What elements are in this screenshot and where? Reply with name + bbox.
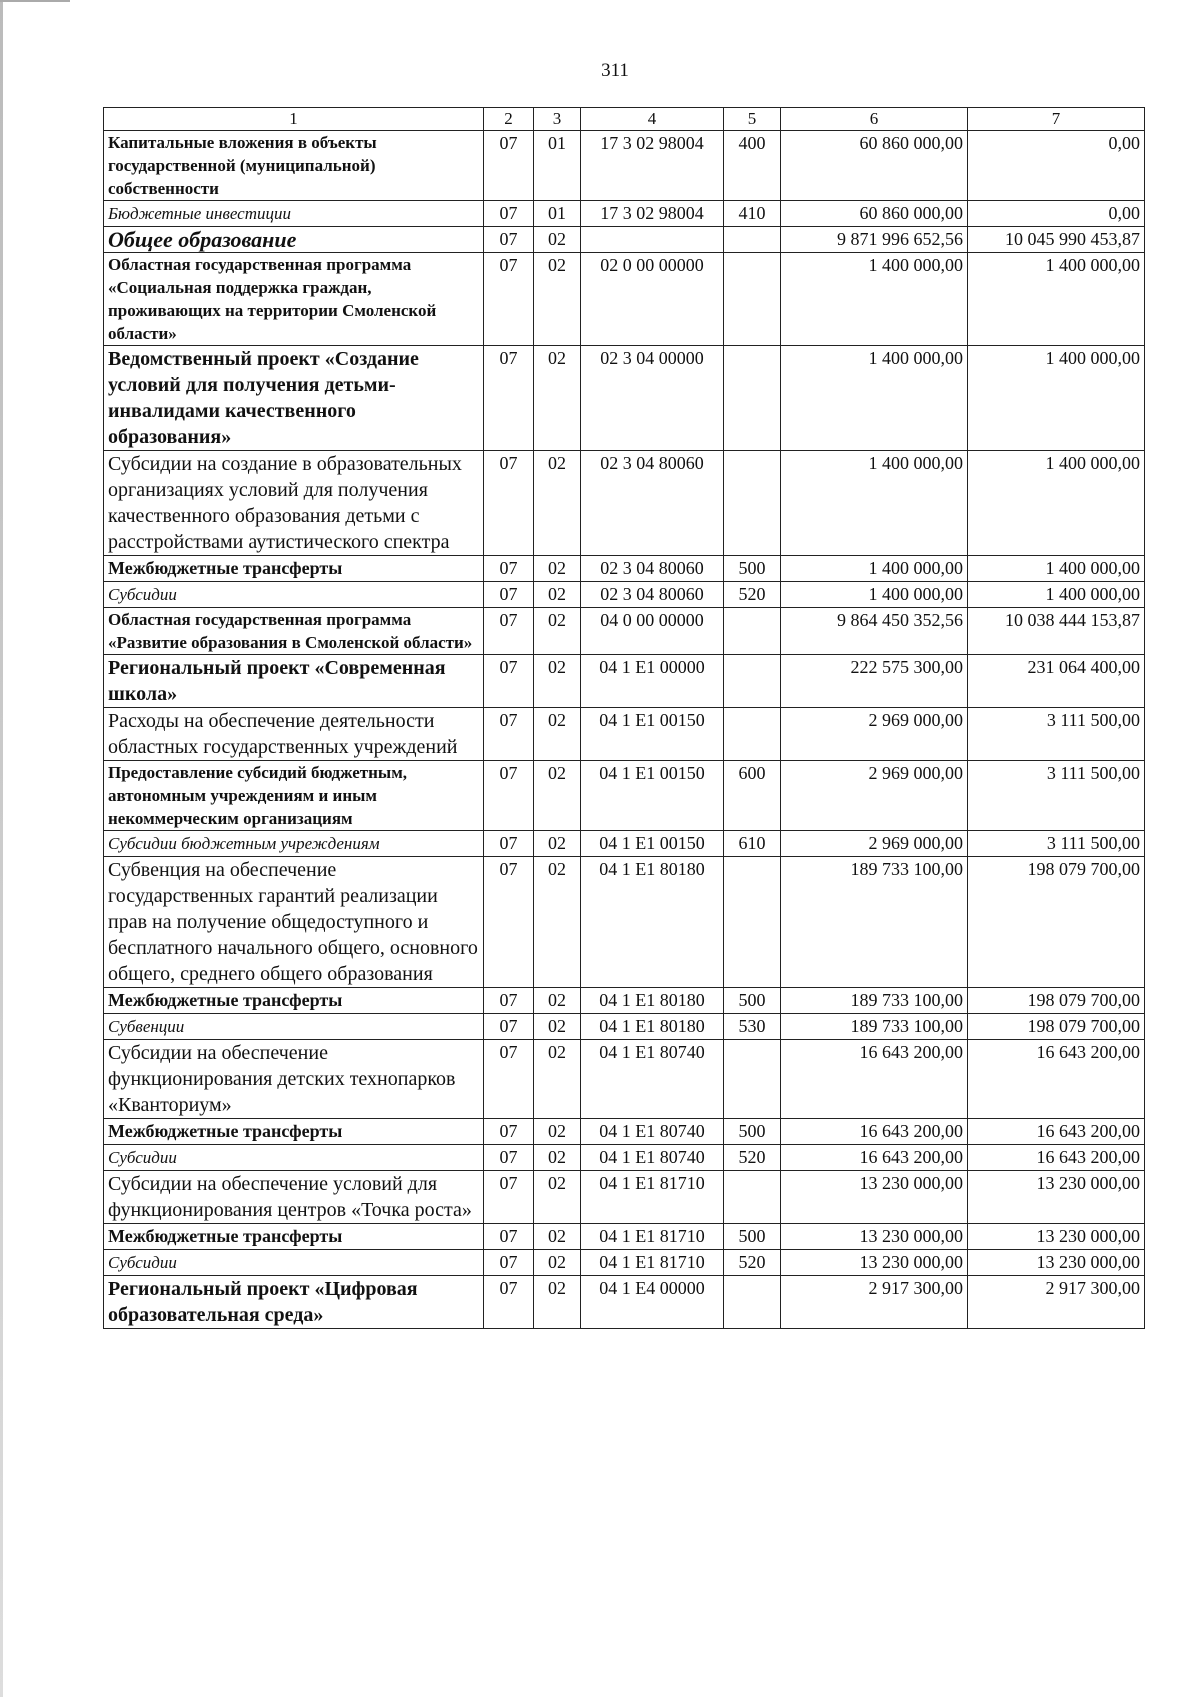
section-code: 07 bbox=[484, 708, 534, 761]
table-row bbox=[104, 1119, 1145, 1145]
page-number: 311 bbox=[601, 60, 629, 81]
subsection-code: 02 bbox=[534, 1040, 581, 1119]
expense-type-code bbox=[724, 346, 781, 451]
table-row bbox=[104, 655, 1145, 708]
target-article-code: 02 3 04 80060 bbox=[581, 582, 724, 608]
row-name: Бюджетные инвестиции bbox=[104, 201, 484, 227]
column-header: 7 bbox=[968, 108, 1145, 131]
row-name: Субсидии бюджетным учреждениям bbox=[104, 831, 484, 857]
row-name: Субсидии на обеспечение функционирования детских технопарков «Кванториум» bbox=[104, 1040, 484, 1119]
subsection-code: 02 bbox=[534, 1250, 581, 1276]
row-name: Областная государственная программа «Развитие образования в Смоленской области» bbox=[104, 608, 484, 655]
amount-year-1: 13 230 000,00 bbox=[781, 1171, 968, 1224]
row-name: Субсидии bbox=[104, 1145, 484, 1171]
section-code: 07 bbox=[484, 1276, 534, 1329]
amount-year-2: 1 400 000,00 bbox=[968, 582, 1145, 608]
expense-type-code bbox=[724, 451, 781, 556]
table-row bbox=[104, 582, 1145, 608]
amount-year-2: 198 079 700,00 bbox=[968, 988, 1145, 1014]
expense-type-code bbox=[724, 655, 781, 708]
expense-type-code bbox=[724, 608, 781, 655]
target-article-code: 02 3 04 00000 bbox=[581, 346, 724, 451]
amount-year-1: 16 643 200,00 bbox=[781, 1145, 968, 1171]
table-row bbox=[104, 857, 1145, 988]
table-row bbox=[104, 201, 1145, 227]
target-article-code: 04 1 E1 00150 bbox=[581, 708, 724, 761]
column-header: 4 bbox=[581, 108, 724, 131]
section-code: 07 bbox=[484, 1224, 534, 1250]
table-row bbox=[104, 1276, 1145, 1329]
section-code: 07 bbox=[484, 857, 534, 988]
table-row bbox=[104, 346, 1145, 451]
subsection-code: 02 bbox=[534, 1145, 581, 1171]
amount-year-1: 16 643 200,00 bbox=[781, 1119, 968, 1145]
row-name: Субвенция на обеспечение государственных гарантий реализации прав на получение общедоступного и бесплатного начального общего, основного общего, среднего общего образования bbox=[104, 857, 484, 988]
expense-type-code bbox=[724, 857, 781, 988]
table-row bbox=[104, 1224, 1145, 1250]
expense-type-code bbox=[724, 1171, 781, 1224]
amount-year-1: 1 400 000,00 bbox=[781, 582, 968, 608]
amount-year-2: 2 917 300,00 bbox=[968, 1276, 1145, 1329]
amount-year-2: 10 038 444 153,87 bbox=[968, 608, 1145, 655]
subsection-code: 02 bbox=[534, 556, 581, 582]
target-article-code: 04 1 E1 81710 bbox=[581, 1171, 724, 1224]
expense-type-code: 410 bbox=[724, 201, 781, 227]
section-code: 07 bbox=[484, 253, 534, 346]
section-code: 07 bbox=[484, 227, 534, 253]
scan-edge bbox=[0, 0, 3, 1697]
table-row bbox=[104, 131, 1145, 201]
amount-year-1: 189 733 100,00 bbox=[781, 857, 968, 988]
section-code: 07 bbox=[484, 1014, 534, 1040]
row-name: Общее образование bbox=[104, 227, 484, 253]
target-article-code: 04 1 E4 00000 bbox=[581, 1276, 724, 1329]
section-code: 07 bbox=[484, 1145, 534, 1171]
target-article-code bbox=[581, 227, 724, 253]
expense-type-code: 520 bbox=[724, 1145, 781, 1171]
row-name: Областная государственная программа «Социальная поддержка граждан, проживающих на территории Смоленской области» bbox=[104, 253, 484, 346]
target-article-code: 02 3 04 80060 bbox=[581, 556, 724, 582]
column-header: 2 bbox=[484, 108, 534, 131]
table-row bbox=[104, 1040, 1145, 1119]
column-header: 6 bbox=[781, 108, 968, 131]
scan-edge-top bbox=[0, 0, 70, 2]
subsection-code: 02 bbox=[534, 708, 581, 761]
expense-type-code: 610 bbox=[724, 831, 781, 857]
amount-year-2: 0,00 bbox=[968, 201, 1145, 227]
amount-year-2: 10 045 990 453,87 bbox=[968, 227, 1145, 253]
expense-type-code bbox=[724, 253, 781, 346]
row-name: Ведомственный проект «Создание условий для получения детьми-инвалидами качественного образования» bbox=[104, 346, 484, 451]
section-code: 07 bbox=[484, 451, 534, 556]
target-article-code: 04 1 E1 80740 bbox=[581, 1040, 724, 1119]
amount-year-2: 13 230 000,00 bbox=[968, 1250, 1145, 1276]
target-article-code: 04 1 E1 81710 bbox=[581, 1250, 724, 1276]
expense-type-code bbox=[724, 227, 781, 253]
target-article-code: 04 1 E1 81710 bbox=[581, 1224, 724, 1250]
table-row bbox=[104, 831, 1145, 857]
subsection-code: 02 bbox=[534, 253, 581, 346]
row-name: Субсидии bbox=[104, 582, 484, 608]
expense-type-code: 500 bbox=[724, 1119, 781, 1145]
subsection-code: 02 bbox=[534, 1171, 581, 1224]
section-code: 07 bbox=[484, 131, 534, 201]
table-row bbox=[104, 1250, 1145, 1276]
amount-year-1: 2 969 000,00 bbox=[781, 831, 968, 857]
amount-year-2: 198 079 700,00 bbox=[968, 857, 1145, 988]
expense-type-code: 500 bbox=[724, 988, 781, 1014]
target-article-code: 04 1 E1 80740 bbox=[581, 1119, 724, 1145]
amount-year-1: 2 917 300,00 bbox=[781, 1276, 968, 1329]
amount-year-2: 1 400 000,00 bbox=[968, 556, 1145, 582]
amount-year-2: 13 230 000,00 bbox=[968, 1224, 1145, 1250]
section-code: 07 bbox=[484, 988, 534, 1014]
amount-year-1: 2 969 000,00 bbox=[781, 761, 968, 831]
amount-year-1: 1 400 000,00 bbox=[781, 556, 968, 582]
row-name: Межбюджетные трансферты bbox=[104, 556, 484, 582]
section-code: 07 bbox=[484, 831, 534, 857]
expense-type-code: 520 bbox=[724, 1250, 781, 1276]
subsection-code: 02 bbox=[534, 582, 581, 608]
expense-type-code: 500 bbox=[724, 1224, 781, 1250]
expense-type-code bbox=[724, 708, 781, 761]
amount-year-2: 1 400 000,00 bbox=[968, 451, 1145, 556]
target-article-code: 04 1 E1 80180 bbox=[581, 988, 724, 1014]
amount-year-2: 16 643 200,00 bbox=[968, 1145, 1145, 1171]
subsection-code: 01 bbox=[534, 201, 581, 227]
subsection-code: 02 bbox=[534, 857, 581, 988]
table-row bbox=[104, 227, 1145, 253]
row-name: Региональный проект «Цифровая образовательная среда» bbox=[104, 1276, 484, 1329]
table-row bbox=[104, 608, 1145, 655]
row-name: Межбюджетные трансферты bbox=[104, 988, 484, 1014]
amount-year-2: 198 079 700,00 bbox=[968, 1014, 1145, 1040]
amount-year-2: 16 643 200,00 bbox=[968, 1040, 1145, 1119]
amount-year-1: 1 400 000,00 bbox=[781, 253, 968, 346]
expense-type-code bbox=[724, 1276, 781, 1329]
subsection-code: 02 bbox=[534, 451, 581, 556]
table-row bbox=[104, 253, 1145, 346]
target-article-code: 17 3 02 98004 bbox=[581, 201, 724, 227]
amount-year-1: 60 860 000,00 bbox=[781, 131, 968, 201]
expense-type-code: 530 bbox=[724, 1014, 781, 1040]
subsection-code: 02 bbox=[534, 1224, 581, 1250]
section-code: 07 bbox=[484, 1119, 534, 1145]
amount-year-2: 13 230 000,00 bbox=[968, 1171, 1145, 1224]
row-name: Капитальные вложения в объекты государственной (муниципальной) собственности bbox=[104, 131, 484, 201]
column-header: 1 bbox=[104, 108, 484, 131]
table-row bbox=[104, 451, 1145, 556]
subsection-code: 02 bbox=[534, 227, 581, 253]
row-name: Межбюджетные трансферты bbox=[104, 1224, 484, 1250]
target-article-code: 04 1 E1 00000 bbox=[581, 655, 724, 708]
target-article-code: 02 0 00 00000 bbox=[581, 253, 724, 346]
subsection-code: 02 bbox=[534, 988, 581, 1014]
amount-year-1: 9 864 450 352,56 bbox=[781, 608, 968, 655]
table-row bbox=[104, 556, 1145, 582]
row-name: Межбюджетные трансферты bbox=[104, 1119, 484, 1145]
table-row bbox=[104, 761, 1145, 831]
amount-year-1: 16 643 200,00 bbox=[781, 1040, 968, 1119]
target-article-code: 04 1 E1 80180 bbox=[581, 857, 724, 988]
target-article-code: 04 0 00 00000 bbox=[581, 608, 724, 655]
amount-year-2: 231 064 400,00 bbox=[968, 655, 1145, 708]
row-name: Субвенции bbox=[104, 1014, 484, 1040]
amount-year-1: 60 860 000,00 bbox=[781, 201, 968, 227]
target-article-code: 04 1 E1 00150 bbox=[581, 831, 724, 857]
subsection-code: 02 bbox=[534, 761, 581, 831]
subsection-code: 02 bbox=[534, 1014, 581, 1040]
target-article-code: 04 1 E1 00150 bbox=[581, 761, 724, 831]
subsection-code: 02 bbox=[534, 655, 581, 708]
target-article-code: 02 3 04 80060 bbox=[581, 451, 724, 556]
subsection-code: 02 bbox=[534, 831, 581, 857]
amount-year-2: 3 111 500,00 bbox=[968, 761, 1145, 831]
subsection-code: 02 bbox=[534, 1276, 581, 1329]
amount-year-1: 1 400 000,00 bbox=[781, 346, 968, 451]
subsection-code: 01 bbox=[534, 131, 581, 201]
target-article-code: 04 1 E1 80740 bbox=[581, 1145, 724, 1171]
amount-year-1: 1 400 000,00 bbox=[781, 451, 968, 556]
section-code: 07 bbox=[484, 556, 534, 582]
section-code: 07 bbox=[484, 346, 534, 451]
section-code: 07 bbox=[484, 655, 534, 708]
section-code: 07 bbox=[484, 761, 534, 831]
table-row bbox=[104, 1014, 1145, 1040]
table-row bbox=[104, 1145, 1145, 1171]
row-name: Субсидии bbox=[104, 1250, 484, 1276]
amount-year-1: 13 230 000,00 bbox=[781, 1250, 968, 1276]
amount-year-1: 189 733 100,00 bbox=[781, 988, 968, 1014]
table-header-row bbox=[104, 108, 1145, 131]
amount-year-1: 189 733 100,00 bbox=[781, 1014, 968, 1040]
expense-type-code: 500 bbox=[724, 556, 781, 582]
table-row bbox=[104, 988, 1145, 1014]
amount-year-2: 0,00 bbox=[968, 131, 1145, 201]
amount-year-2: 16 643 200,00 bbox=[968, 1119, 1145, 1145]
row-name: Расходы на обеспечение деятельности областных государственных учреждений bbox=[104, 708, 484, 761]
expense-type-code: 520 bbox=[724, 582, 781, 608]
row-name: Субсидии на обеспечение условий для функционирования центров «Точка роста» bbox=[104, 1171, 484, 1224]
table-row bbox=[104, 1171, 1145, 1224]
section-code: 07 bbox=[484, 608, 534, 655]
amount-year-2: 1 400 000,00 bbox=[968, 253, 1145, 346]
section-code: 07 bbox=[484, 1250, 534, 1276]
section-code: 07 bbox=[484, 582, 534, 608]
section-code: 07 bbox=[484, 1171, 534, 1224]
amount-year-2: 3 111 500,00 bbox=[968, 708, 1145, 761]
column-header: 5 bbox=[724, 108, 781, 131]
subsection-code: 02 bbox=[534, 608, 581, 655]
expense-type-code: 400 bbox=[724, 131, 781, 201]
amount-year-2: 3 111 500,00 bbox=[968, 831, 1145, 857]
amount-year-2: 1 400 000,00 bbox=[968, 346, 1145, 451]
budget-table bbox=[103, 107, 1145, 1329]
amount-year-1: 9 871 996 652,56 bbox=[781, 227, 968, 253]
target-article-code: 04 1 E1 80180 bbox=[581, 1014, 724, 1040]
row-name: Субсидии на создание в образовательных организациях условий для получения качественного образования детьми с расстройствами аутистического спектра bbox=[104, 451, 484, 556]
expense-type-code: 600 bbox=[724, 761, 781, 831]
row-name: Предоставление субсидий бюджетным, автономным учреждениям и иным некоммерческим организациям bbox=[104, 761, 484, 831]
table-row bbox=[104, 708, 1145, 761]
row-name: Региональный проект «Современная школа» bbox=[104, 655, 484, 708]
amount-year-1: 222 575 300,00 bbox=[781, 655, 968, 708]
subsection-code: 02 bbox=[534, 346, 581, 451]
expense-type-code bbox=[724, 1040, 781, 1119]
amount-year-1: 2 969 000,00 bbox=[781, 708, 968, 761]
subsection-code: 02 bbox=[534, 1119, 581, 1145]
section-code: 07 bbox=[484, 201, 534, 227]
amount-year-1: 13 230 000,00 bbox=[781, 1224, 968, 1250]
target-article-code: 17 3 02 98004 bbox=[581, 131, 724, 201]
column-header: 3 bbox=[534, 108, 581, 131]
section-code: 07 bbox=[484, 1040, 534, 1119]
